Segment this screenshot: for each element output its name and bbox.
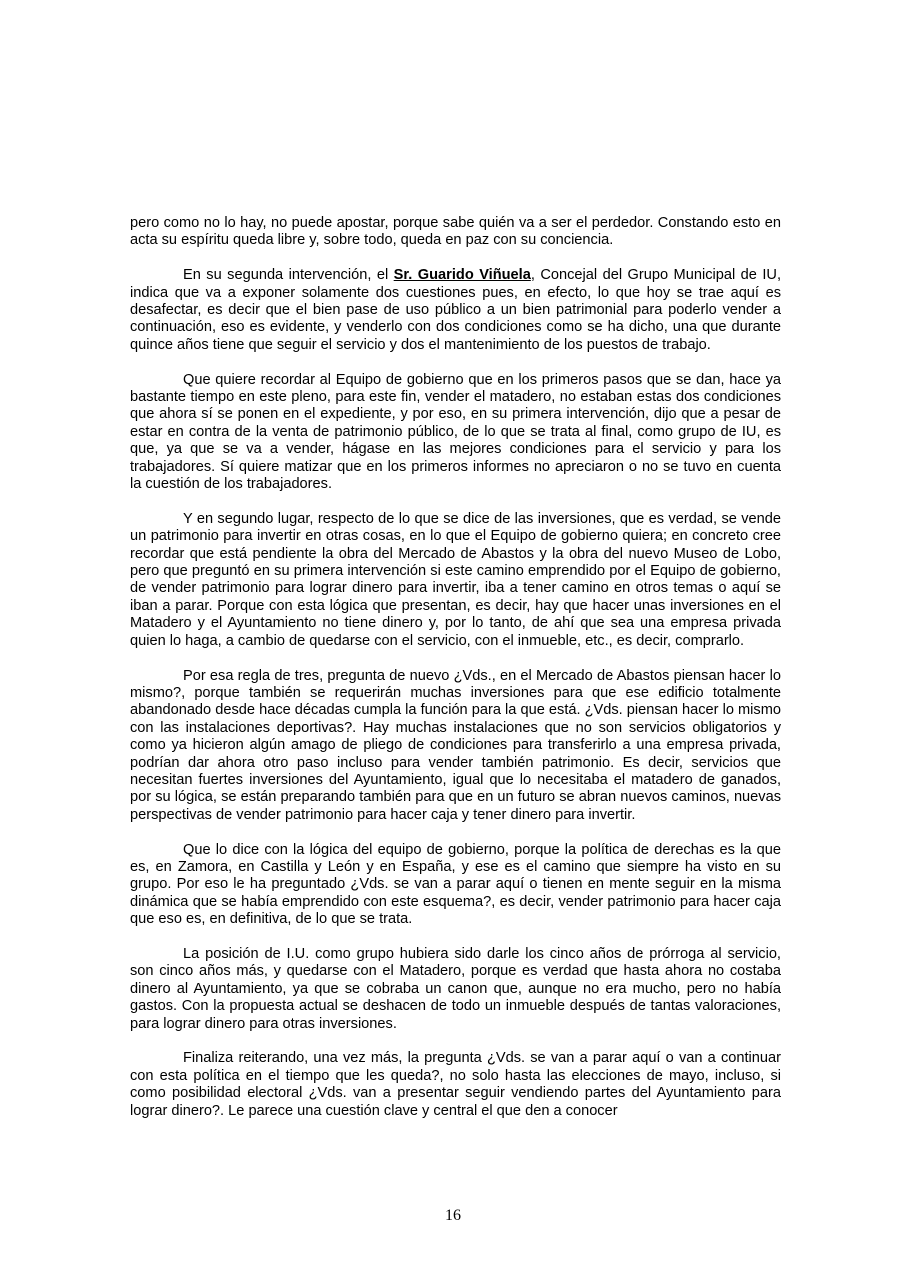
paragraph-investments: Y en segundo lugar, respecto de lo que se dice de las inversiones, que es verdad, se vende un patrimonio para invertir en otras cosas, en lo que el Equipo de gobierno quiera; en concreto cree recordar que está pendiente la obra del Mercado de Abastos y la obra del nuevo Museo de Lobo, pero que preguntó en su primera intervención si este camino emprendido por el Equipo de gobierno, de vender patrimonio para lograr dinero para invertir, iba a tener camino en otros temas o aquí se iban a parar. Porque con esta lógica que presentan, es decir, hay que hacer unas inversiones en el Matadero y el Ayuntamiento no tiene dinero y, por lo tanto, de ahí que sea una empresa privada quien lo haga, a cambio de quedarse con el servicio, con el inmueble, etc., es decir, comprarlo. xyxy=(130,510,781,649)
paragraph-intro: En su segunda intervención, el xyxy=(183,267,394,284)
paragraph-closing: Finaliza reiterando, una vez más, la pregunta ¿Vds. se van a parar aquí o van a continuar con esta política en el tiempo que les queda?, no solo hasta las elecciones de mayo, incluso, si como posibilidad electoral ¿Vds. van a presentar seguir vendiendo partes del Ayuntamiento para lograr dinero?. Le parece una cuestión clave y central el que den a conocer xyxy=(130,1050,781,1119)
speaker-name: Sr. Guarido Viñuela xyxy=(393,267,531,284)
document-body xyxy=(130,215,781,1137)
paragraph-continuation: pero como no lo hay, no puede apostar, porque sabe quién va a ser el perdedor. Constando esto en acta su espíritu queda libre y, sobre todo, queda en paz con su conciencia. xyxy=(130,215,781,249)
paragraph-second-intervention xyxy=(130,267,781,354)
paragraph-conditions: Que quiere recordar al Equipo de gobierno que en los primeros pasos que se dan, hace ya bastante tiempo en este pleno, para este fin, vender el matadero, no estaban estas dos condiciones que ahora sí se ponen en el expediente, y por eso, en su primera intervención, dijo que a pesar de estar en contra de la venta de patrimonio público, de lo que se trata al final, como grupo de IU, es que, ya que se va a vender, hágase en las mejores condiciones para el servicio y para los trabajadores. Sí quiere matizar que en los primeros informes no apreciaron o no se tuvo en cuenta la cuestión de los trabajadores. xyxy=(130,371,781,493)
paragraph-rest: , Concejal del Grupo Municipal de IU, indica que va a exponer solamente dos cuestiones pues, en efecto, lo que hoy se trae aquí es desafectar, es decir que el bien pase de uso público a un bien patrimonial para poderlo vender a continuación, eso es evidente, y venderlo con dos condiciones como se ha dicho, una que durante quince años tiene que seguir el servicio y dos el mantenimiento de los puestos de trabajo. xyxy=(130,267,782,353)
paragraph-iu-position: La posición de I.U. como grupo hubiera sido darle los cinco años de prórroga al servicio, son cinco años más, y quedarse con el Matadero, porque es verdad que hasta ahora no costaba dinero al Ayuntamiento, ya que se cobraba un canon que, aunque no era mucho, pero no había gastos. Con la propuesta actual se deshacen de todo un inmueble después de tantas valoraciones, para lograr dinero para otras inversiones. xyxy=(130,945,781,1032)
paragraph-government-logic: Que lo dice con la lógica del equipo de gobierno, porque la política de derechas es la que es, en Zamora, en Castilla y León y en España, y ese es el camino que siempre ha visto en su grupo. Por eso le ha preguntado ¿Vds. se van a parar aquí o tienen en mente seguir en la misma dinámica que se había emprendido con este esquema?, es decir, vender patrimonio para hacer caja que eso es, en definitiva, de lo que se trata. xyxy=(130,841,781,928)
page-number: 16 xyxy=(445,1207,461,1224)
paragraph-rule-of-three: Por esa regla de tres, pregunta de nuevo ¿Vds., en el Mercado de Abastos piensan hacer lo mismo?, porque también se requerirán muchas inversiones para que ese edificio totalmente abandonado desde hace décadas cumpla la función para la que está. ¿Vds. piensan hacer lo mismo con las instalaciones deportivas?. Hay muchas instalaciones que no son servicios obligatorios y como ya hicieron algún amago de pliego de condiciones para transferirlo a una empresa privada, podrían dar ahora otro paso incluso para vender también patrimonio. Es decir, servicios que necesitan fuertes inversiones del Ayuntamiento, igual que lo necesitaba el matadero de ganados, por su lógica, se están preparando también para que en un futuro se abran nuevos caminos, nuevas perspectivas de vender patrimonio para hacer caja y tener dinero para invertir. xyxy=(130,667,781,823)
